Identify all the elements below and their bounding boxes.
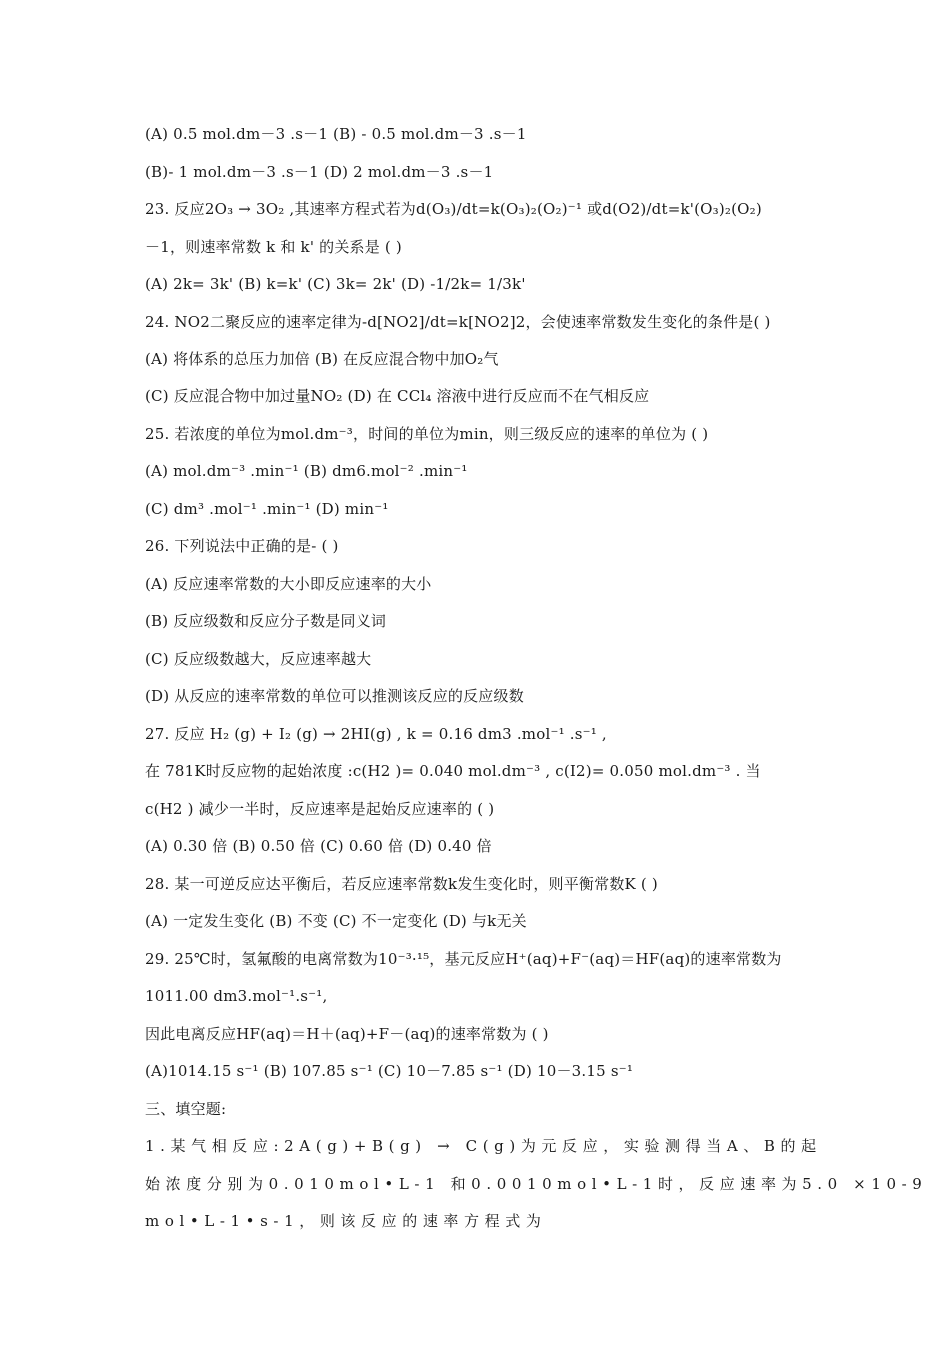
question-23-text: 23. 反应2O₃ → 3O₂ ,其速率方程式若为d(O₃)/dt=k(O₃)₂(O₂)⁻¹ 或d(O2)/dt=k'(O₃)₂(O₂) (145, 200, 762, 218)
question-23-options: (A) 2k= 3k' (B) k=k' (C) 3k= 2k' (D) -1/2k= 1/3k' (145, 275, 526, 293)
question-28-text: 28. 某一可逆反应达平衡后，若反应速率常数k发生变化时，则平衡常数K ( ) (145, 875, 658, 893)
question-24-options-ab: (A) 将体系的总压力加倍 (B) 在反应混合物中加O₂气 (145, 350, 499, 368)
question-26-option-a: (A) 反应速率常数的大小即反应速率的大小 (145, 575, 432, 593)
question-29-text-cont: 1011.00 dm3.mol⁻¹.s⁻¹, (145, 987, 328, 1005)
question-24-text: 24. NO2二聚反应的速率定律为-d[NO2]/dt=k[NO2]2，会使速率常数发生变化的条件是( ) (145, 313, 771, 331)
question-26-option-c: (C) 反应级数越大，反应速率越大 (145, 650, 372, 668)
fill-in-question-1-text-cont: 始浓度分别为0.010mol•L-1 和0.0010mol•L-1时，反应速率为5.0 ×10-9 (145, 1175, 928, 1193)
question-27-text: 27. 反应 H₂ (g) + I₂ (g) → 2HI(g) , k = 0.16 dm3 .mol⁻¹ .s⁻¹ , (145, 725, 607, 743)
question-26-text: 26. 下列说法中正确的是- ( ) (145, 537, 339, 555)
question-25-options-ab: (A) mol.dm⁻³ .min⁻¹ (B) dm6.mol⁻² .min⁻¹ (145, 462, 468, 480)
fill-in-question-1-text-cont2: mol•L-1•s-1，则该反应的速率方程式为 (145, 1212, 547, 1230)
fill-in-question-1-text: 1.某气相反应:2A(g)+B(g) → C(g)为元反应，实验测得当A、B的起 (145, 1137, 822, 1155)
question-27-text-cont2: c(H2 ) 减少一半时，反应速率是起始反应速率的 ( ) (145, 800, 495, 818)
question-25-options-cd: (C) dm³ .mol⁻¹ .min⁻¹ (D) min⁻¹ (145, 500, 389, 518)
question-26-option-b: (B) 反应级数和反应分子数是同义词 (145, 612, 387, 630)
question-24-options-cd: (C) 反应混合物中加过量NO₂ (D) 在 CCl₄ 溶液中进行反应而不在气相反应 (145, 387, 650, 405)
question-23-text-cont: －1，则速率常数 k 和 k' 的关系是 ( ) (145, 238, 402, 256)
question-28-options: (A) 一定发生变化 (B) 不变 (C) 不一定变化 (D) 与k无关 (145, 912, 527, 930)
question-29-options: (A)1014.15 s⁻¹ (B) 107.85 s⁻¹ (C) 10－7.85 s⁻¹ (D) 10－3.15 s⁻¹ (145, 1062, 634, 1080)
answer-options-line: (B)- 1 mol.dm－3 .s－1 (D) 2 mol.dm－3 .s－1 (145, 163, 494, 181)
question-27-options: (A) 0.30 倍 (B) 0.50 倍 (C) 0.60 倍 (D) 0.40 倍 (145, 837, 492, 855)
question-27-text-cont: 在 781K时反应物的起始浓度 :c(H2 )= 0.040 mol.dm⁻³ , c(I2)= 0.050 mol.dm⁻³ . 当 (145, 762, 761, 780)
answer-options-line: (A) 0.5 mol.dm－3 .s－1 (B) - 0.5 mol.dm－3 .s－1 (145, 125, 527, 143)
section-heading-fill-in: 三、填空题: (145, 1100, 227, 1118)
question-29-text-cont2: 因此电离反应HF(aq)＝H＋(aq)+F－(aq)的速率常数为 ( ) (145, 1025, 549, 1043)
question-25-text: 25. 若浓度的单位为mol.dm⁻³，时间的单位为min，则三级反应的速率的单位为 ( ) (145, 425, 709, 443)
question-29-text: 29. 25℃时，氢氟酸的电离常数为10⁻³·¹⁵，基元反应H⁺(aq)+F⁻(aq)＝HF(aq)的速率常数为 (145, 950, 782, 968)
question-26-option-d: (D) 从反应的速率常数的单位可以推测该反应的反应级数 (145, 687, 524, 705)
